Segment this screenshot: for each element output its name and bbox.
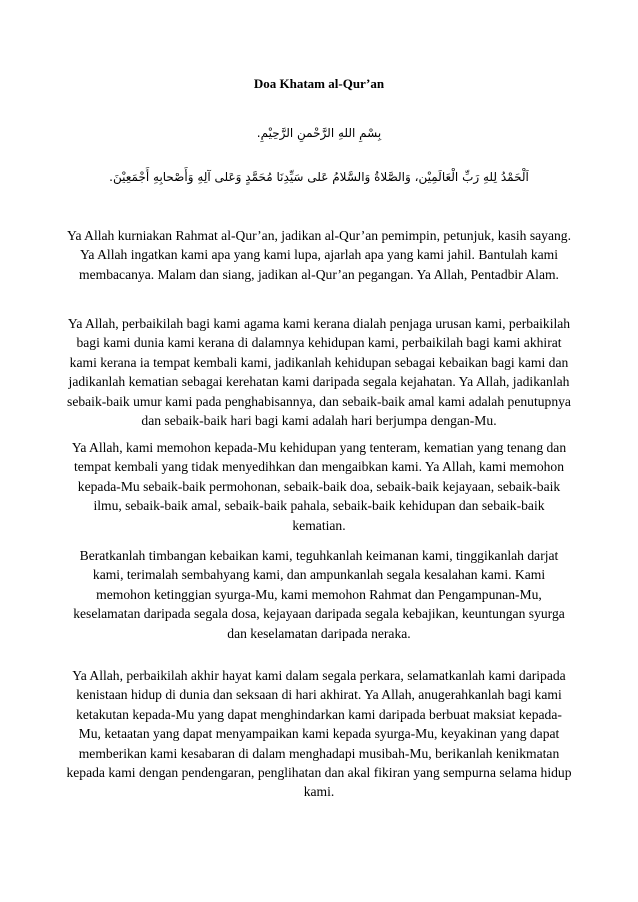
paragraph-4: Beratkanlah timbangan kebaikan kami, teguhkanlah keimanan kami, tinggikanlah darjat kami, terimalah sembahyang kami, dan ampunkanlah segala kesalahan kami. Kami memohon ketinggian syurga-Mu, kami memohon Rahmat dan Pengampunan-Mu, keselamatan daripada segala dosa, kejayaan daripada segala kebajikan, keuntungan syurga dan keselamatan daripada neraka. — [73, 548, 565, 641]
arabic-hamd: اَلْحَمْدُ لِلهِ رَبِّ الْعَالَمِيْن، وَالصَّلاةُ وَالسَّلامُ عَلى سَيِّدِنَا مُحَمَّدٍ وَعَلى آلِهِ وَأَصْحابِهِ أَجْمَعِيْنَ. — [109, 170, 529, 184]
paragraph-3: Ya Allah, kami memohon kepada-Mu kehidupan yang tenteram, kematian yang tenang dan tempat kembali yang tidak menyedihkan dan mengaibkan kami. Ya Allah, kami memohon kepada-Mu sebaik-baik permohonan, sebaik-baik doa, sebaik-baik kejayaan, sebaik-baik ilmu, sebaik-baik amal, sebaik-baik pahala, sebaik-baik kehidupan dan sebaik-baik kematian. — [71, 440, 567, 533]
paragraph-5: Ya Allah, perbaikilah akhir hayat kami dalam segala perkara, selamatkanlah kami daripada kenistaan hidup di dunia dan seksaan di hari akhirat. Ya Allah, anugerahkanlah bagi kami ketakutan kepada-Mu yang dapat menghindarkan kami daripada berbuat maksiat kepada-Mu, ketaatan yang dapat menyampaikan kami kepada syurga-Mu, keyakinan yang dapat memberikan kami kesabaran di dalam menghadapi musibah-Mu, berikanlah kenikmatan kepada kami dengan pendengaran, penglihatan dan akal fikiran yang sempurna selama hidup kami. — [66, 668, 572, 800]
paragraph-2: Ya Allah, perbaikilah bagi kami agama kami kerana dialah penjaga urusan kami, perbaikilah bagi kami dunia kami kerana di dalamnya kehidupan kami, perbaikilah bagi kami akhirat kami kerana ia tempat kembali kami, jadikanlah kehidupan sebagai kebaikan bagi kami dan jadikanlah kematian sebagai kerehatan kami daripada segala kejahatan. Ya Allah, jadikanlah sebaik-baik umur kami pada penghabisannya, dan sebaik-baik amal kami adalah penutupnya dan sebaik-baik hari bagi kami adalah hari berjumpa dengan-Mu. — [67, 316, 571, 429]
arabic-basmalah: بِسْمِ اللهِ الرَّحْمنِ الرَّحِيْمِ. — [256, 126, 382, 140]
paragraph-1: Ya Allah kurniakan Rahmat al-Qur’an, jadikan al-Qur’an pemimpin, petunjuk, kasih sayang. Ya Allah ingatkan kami apa yang kami lupa, ajarlah apa yang kami jahil. Bantulah kami membacanya. Malam dan siang, jadikan al-Qur’an pegangan. Ya Allah, Pentadbir Alam. — [67, 228, 571, 282]
document-title: Doa Khatam al-Qur’an — [253, 76, 385, 91]
